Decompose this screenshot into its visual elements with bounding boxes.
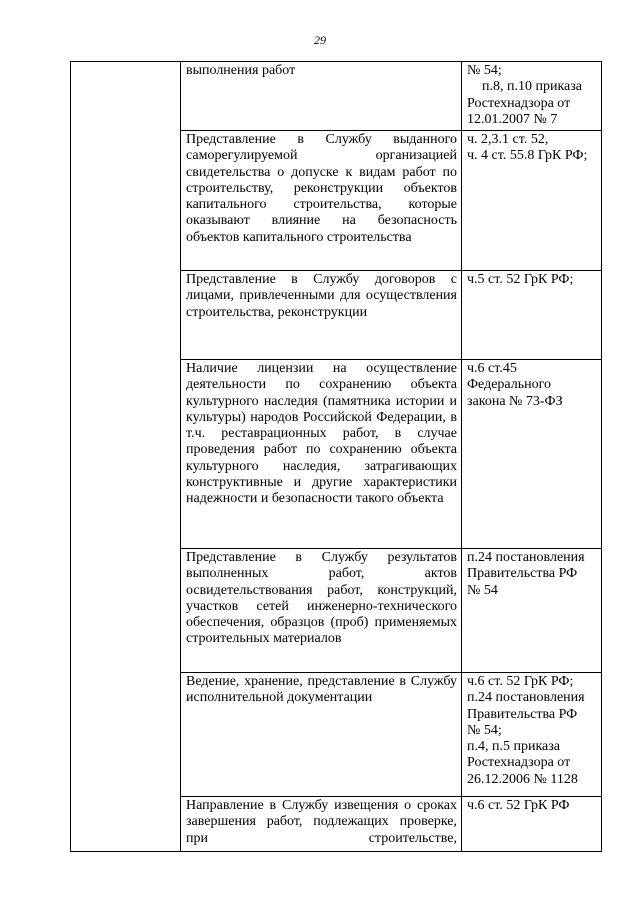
reference-line: Ростехнадзора от [467,95,571,111]
reference-line: п.24 постановления [467,690,585,706]
page-number: 29 [314,33,326,47]
table-row [71,62,602,131]
reference-line: п.4, п.5 приказа [467,739,561,755]
requirement-text: Представление в Службу результатов выполненных работ, актов освидетельствования работ, конструкций, участков сетей инженерно-технического обеспечения, образцов (проб) применяемых строительных материалов [181,549,462,673]
requirement-text: Ведение, хранение, представление в Службу исполнительной документации [181,673,462,797]
reference-line: Правительства РФ [467,706,578,722]
requirement-text: Представление в Службу выданного саморегулируемой организацией свидетельства о допуске к видам работ по строительству, реконструкции объектов капитального строительства, которые оказывают влияние на безопасность объектов капитального строительства [181,131,462,271]
legal-reference [462,131,602,271]
reference-line: Правительства РФ [467,566,578,582]
reference-line: ч.6 ст.45 [467,361,517,376]
requirement-text: Направление в Службу извещения о сроках завершения работ, подлежащих проверке, при строительстве, [181,797,462,852]
legal-reference [462,797,602,852]
legal-reference [462,271,602,360]
requirement-text: выполнения работ [181,62,462,131]
reference-line: ч.6 ст. 52 ГрК РФ [467,798,570,813]
reference-line: ч.6 ст. 52 ГрК РФ; [467,674,574,689]
requirement-text: Наличие лицензии на осуществление деятельности по сохранению объекта культурного наследия (памятника истории и культуры) народов Российской Федерации, в т.ч. реставрационных работ, в случае проведения работ по сохранению объекта культурного наследия, затрагивающих конструктивные и другие характеристики надежности и безопасности такого объекта [181,360,462,549]
reference-line: 12.01.2007 № 7 [467,111,558,127]
reference-line: № 54 [467,582,498,598]
reference-line: № 54; [467,63,502,78]
reference-line: п.8, п.10 приказа [481,79,583,95]
reference-line: Ростехнадзора от [467,755,571,771]
reference-line: № 54; [467,722,502,738]
reference-line: Федерального [467,377,552,393]
legal-reference [462,549,602,673]
legal-reference [462,360,602,549]
legal-reference [462,62,602,131]
requirements-table [70,61,602,852]
table-cell-empty [71,62,181,852]
reference-line: ч. 2,3.1 ст. 52, [467,132,549,147]
reference-line: ч. 4 ст. 55.8 ГрК РФ; [467,148,588,164]
reference-line: 26.12.2006 № 1128 [467,771,578,787]
reference-line: ч.5 ст. 52 ГрК РФ; [467,272,574,287]
reference-line: закона № 73-ФЗ [467,393,563,409]
reference-line: п.24 постановления [467,550,585,565]
legal-reference [462,673,602,797]
requirement-text: Представление в Службу договоров с лицами, привлеченными для осуществления строительства, реконструкции [181,271,462,360]
